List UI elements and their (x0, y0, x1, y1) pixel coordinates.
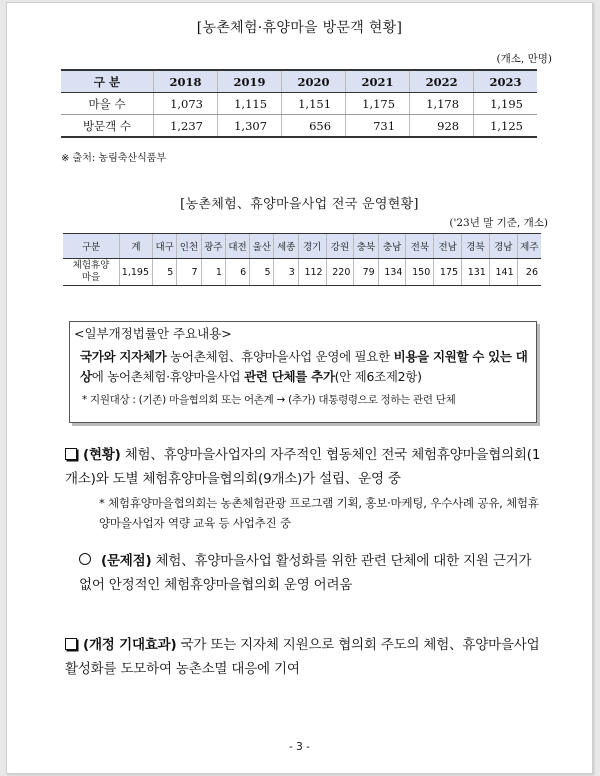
header-cell: 2018 (154, 70, 218, 93)
header-cell: 구 분 (61, 70, 154, 93)
table-cell: 1,151 (282, 93, 346, 115)
header-cell: 충남 (378, 234, 406, 259)
table-cell: 1,195 (120, 259, 153, 286)
header-cell: 경남 (489, 234, 517, 259)
table-cell: 26 (517, 259, 541, 286)
header-cell: 경북 (462, 234, 490, 259)
table-cell: 1,073 (154, 93, 218, 115)
table-row (61, 115, 537, 138)
problem-paragraph (79, 549, 545, 597)
table-cell: 220 (326, 259, 354, 286)
table-cell: 1 (201, 259, 225, 286)
effect-paragraph (65, 633, 545, 681)
body-text: 농어촌체험、휴양마을사업 운영에 필요한 (166, 349, 394, 364)
table-cell: 79 (354, 259, 378, 286)
header-cell: 전북 (406, 234, 434, 259)
para-label: (현황) (83, 447, 121, 463)
row-label: 체험휴양 마을 (63, 259, 120, 286)
visitor-table (61, 69, 537, 138)
status-note: * 체험휴양마을협의회는 농촌체험관광 프로그램 기획, 홍보·마케팅, 우수사례 공유, 체험휴양마을사업자 역량 교육 등 사업추진 중 (99, 496, 539, 530)
table-cell: 141 (489, 259, 517, 286)
table-cell: 1,175 (346, 93, 410, 115)
header-cell: 2023 (474, 70, 537, 93)
header-cell: 제주 (517, 234, 541, 259)
table-header-row (63, 234, 541, 259)
table-cell: 1,237 (154, 115, 218, 138)
document-page (6, 2, 593, 774)
para-text: 국가 또는 지자체 지원으로 협의회 주도의 체험、휴양마을사업 활성화를 도모하여 농촌소멸 대응에 기여 (65, 637, 540, 677)
body-bold: 관련 단체를 추가 (244, 369, 335, 384)
table2-title: [농촌체험、휴양마을사업 전국 운영현황] (180, 197, 419, 212)
table2-unit: ('23년 말 기준, 개소) (449, 217, 548, 229)
header-cell: 인천 (177, 234, 201, 259)
body-bold: 비용을 지원할 수 있는 대상 (80, 349, 528, 384)
table-cell: 5 (153, 259, 177, 286)
table-header-row (61, 70, 537, 93)
table-cell: 1,115 (218, 93, 282, 115)
table-cell: 928 (410, 115, 474, 138)
header-cell: 대구 (153, 234, 177, 259)
header-cell: 2020 (282, 70, 346, 93)
operation-table (63, 233, 541, 286)
header-cell: 전남 (434, 234, 462, 259)
table-cell: 1,195 (474, 93, 537, 115)
table-row (61, 93, 537, 115)
para-label: (문제점) (101, 553, 152, 569)
table1-title: [농촌체험·휴양마을 방문객 현황] (196, 20, 403, 36)
header-cell: 2022 (410, 70, 474, 93)
body-bold: 국가와 지자체가 (80, 349, 167, 364)
box-title: <일부개정법률안 주요내용> (74, 326, 232, 341)
table-cell: 6 (225, 259, 249, 286)
header-cell: 구분 (63, 234, 120, 259)
box-body (80, 347, 528, 387)
table-cell: 731 (346, 115, 410, 138)
page-number: - 3 - (289, 741, 310, 753)
box-note: * 지원대상 : (기존) 마을협의회 또는 어촌계 → (추가) 대통령령으로 정하는 관련 단체 (82, 394, 456, 406)
source-note: ※ 출처: 농림축산식품부 (61, 153, 167, 164)
para-text: 체험、휴양마을사업자의 자주적인 협동체인 전국 체험휴양마을협의회(1개소)와 도별 체험휴양마을협의회(9개소)가 설립、운영 중 (65, 447, 541, 487)
checkbox-bullet-icon (65, 638, 77, 650)
table-cell: 131 (462, 259, 490, 286)
header-cell: 울산 (250, 234, 274, 259)
table-cell: 5 (250, 259, 274, 286)
table-row (63, 259, 541, 286)
table-cell: 1,178 (410, 93, 474, 115)
table-cell: 112 (298, 259, 326, 286)
table-cell: 656 (282, 115, 346, 138)
body-text: (안 제6조제2항) (334, 369, 422, 384)
para-label: (개정 기대효과) (83, 637, 177, 653)
row-label: 방문객 수 (61, 115, 154, 138)
table-cell: 1,307 (218, 115, 282, 138)
header-cell: 2021 (346, 70, 410, 93)
status-paragraph (65, 443, 545, 491)
table1-unit: (개소, 만명) (496, 53, 552, 65)
table-cell: 7 (177, 259, 201, 286)
header-cell: 충북 (354, 234, 378, 259)
table-cell: 175 (434, 259, 462, 286)
para-text: 체험、휴양마을사업 활성화를 위한 관련 단체에 대한 지원 근거가 없어 안정적인 체험휴양마을협의회 운영 어려움 (79, 553, 532, 593)
amendment-summary-box (69, 321, 537, 423)
body-text: 에 농어촌체험·휴양마을사업 (91, 369, 245, 384)
table-cell: 134 (378, 259, 406, 286)
table-cell: 150 (406, 259, 434, 286)
header-cell: 세종 (274, 234, 298, 259)
circle-bullet-icon (79, 553, 91, 565)
header-cell: 광주 (201, 234, 225, 259)
header-cell: 2019 (218, 70, 282, 93)
header-cell: 계 (120, 234, 153, 259)
header-cell: 강원 (326, 234, 354, 259)
row-label: 마을 수 (61, 93, 154, 115)
checkbox-bullet-icon (65, 448, 77, 460)
table-cell: 3 (274, 259, 298, 286)
header-cell: 경기 (298, 234, 326, 259)
table-cell: 1,125 (474, 115, 537, 138)
header-cell: 대전 (225, 234, 249, 259)
